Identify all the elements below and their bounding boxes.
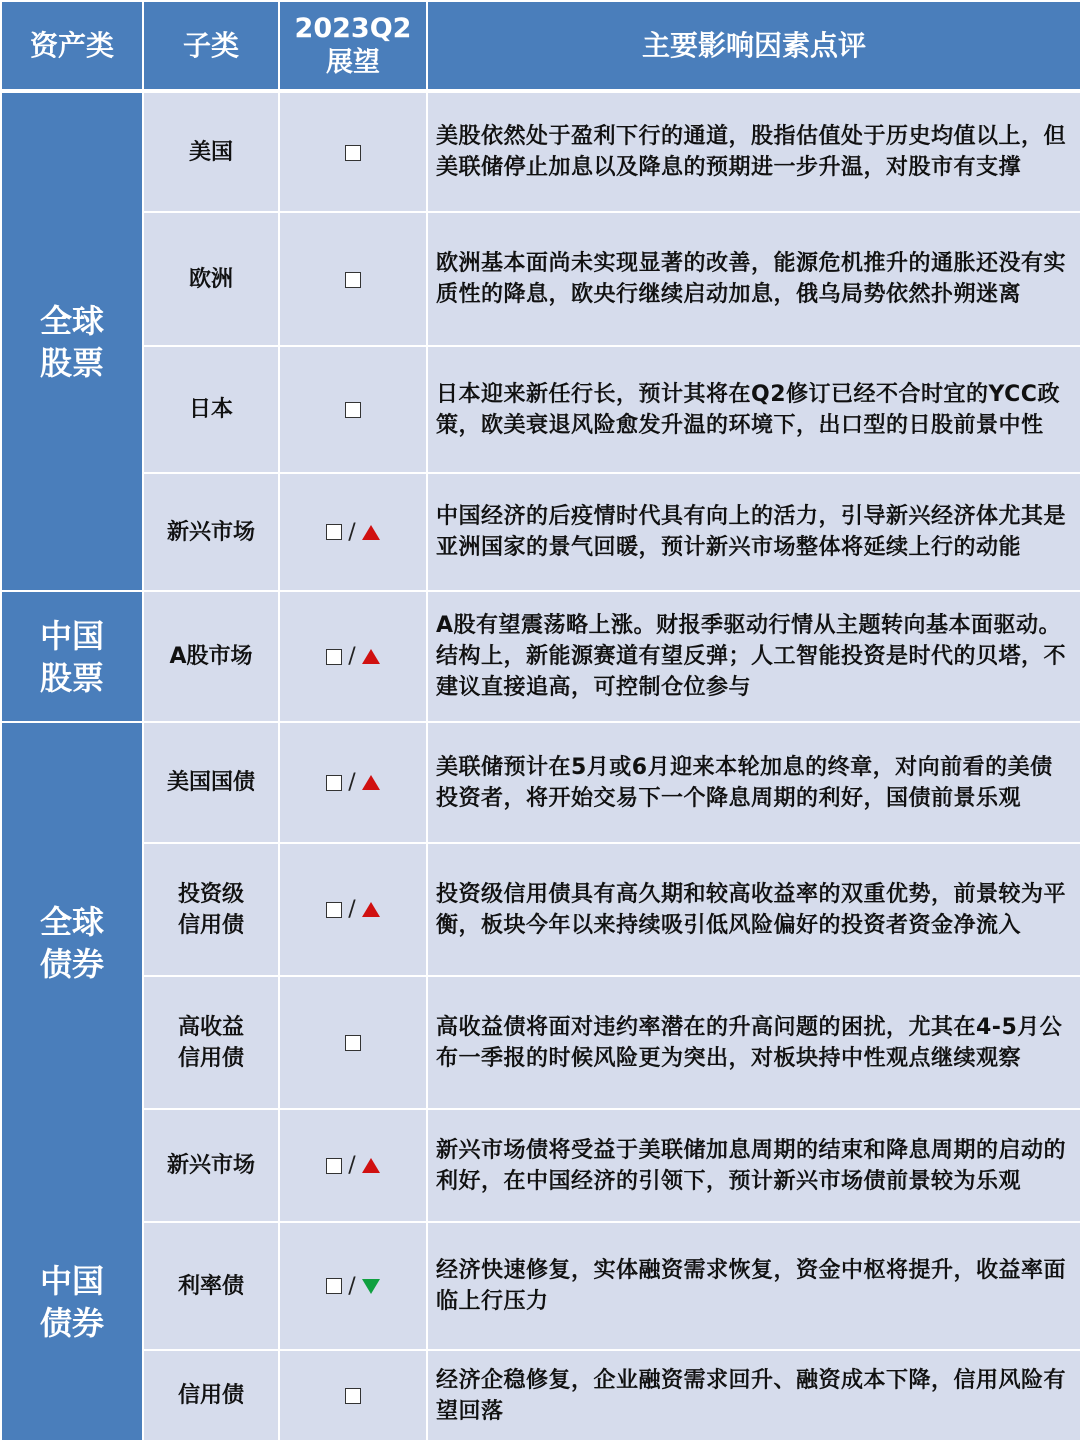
sub-class-cell bbox=[143, 843, 279, 976]
header-outlook-line1: 2023Q2 bbox=[294, 12, 412, 44]
sub-class-line: 高收益 bbox=[177, 1014, 244, 1040]
sub-class-cell: A股市场 bbox=[143, 591, 279, 722]
down-triangle-icon bbox=[362, 1279, 380, 1294]
category-line: 债券 bbox=[39, 1303, 104, 1342]
sub-class-line: 信用债 bbox=[177, 912, 244, 938]
neutral-square-icon bbox=[345, 1388, 361, 1404]
up-triangle-icon bbox=[362, 902, 380, 917]
sub-class-cell: 新兴市场 bbox=[143, 1109, 279, 1222]
neutral-square-icon bbox=[326, 1278, 342, 1294]
neutral-square-icon bbox=[345, 1035, 361, 1051]
sub-class-cell bbox=[143, 976, 279, 1109]
category-line: 债券 bbox=[39, 945, 104, 983]
table-row bbox=[1, 473, 1080, 591]
category-line: 全球 bbox=[39, 301, 104, 340]
category-bonds-stack bbox=[2, 723, 142, 1440]
header-sub-class: 子类 bbox=[143, 1, 279, 91]
table-row bbox=[1, 1222, 1080, 1350]
neutral-square-icon bbox=[345, 402, 361, 418]
table-row bbox=[1, 1109, 1080, 1222]
header-comment: 主要影响因素点评 bbox=[427, 1, 1080, 91]
header-outlook-line2: 展望 bbox=[326, 46, 380, 78]
neutral-square-icon bbox=[326, 524, 342, 540]
comment-cell: 中国经济的后疫情时代具有向上的活力，引导新兴经济体尤其是亚洲国家的景气回暖，预计新兴市场整体将延续上行的动能 bbox=[427, 473, 1080, 591]
category-line: 中国 bbox=[39, 1261, 104, 1300]
comment-cell: 日本迎来新任行长，预计其将在Q2修订已经不合时宜的YCC政策，欧美衰退风险愈发升温的环境下，出口型的日股前景中性 bbox=[427, 346, 1080, 473]
table-row bbox=[1, 91, 1080, 212]
neutral-square-icon bbox=[345, 145, 361, 161]
outlook-cell bbox=[279, 212, 427, 346]
sub-class-cell: 美国国债 bbox=[143, 722, 279, 843]
header-row bbox=[1, 1, 1080, 91]
neutral-square-icon bbox=[326, 902, 342, 918]
header-outlook bbox=[279, 1, 427, 91]
outlook-cell bbox=[279, 976, 427, 1109]
outlook-cell bbox=[279, 1222, 427, 1350]
table-row bbox=[1, 1350, 1080, 1441]
sub-class-cell: 欧洲 bbox=[143, 212, 279, 346]
outlook-cell bbox=[279, 722, 427, 843]
neutral-square-icon bbox=[326, 775, 342, 791]
outlook-cell bbox=[279, 843, 427, 976]
sub-class-line: 投资级 bbox=[177, 881, 244, 907]
category-line: 全球 bbox=[39, 903, 104, 941]
table-row bbox=[1, 976, 1080, 1109]
outlook-separator: / bbox=[348, 897, 356, 923]
category-line: 中国 bbox=[39, 616, 104, 655]
category-china-equity bbox=[1, 591, 143, 722]
comment-cell: 美股依然处于盈利下行的通道，股指估值处于历史均值以上，但美联储停止加息以及降息的预期进一步升温，对股市有支撑 bbox=[427, 91, 1080, 212]
sub-class-line: 信用债 bbox=[177, 1045, 244, 1071]
outlook-separator: / bbox=[348, 1153, 356, 1179]
outlook-cell bbox=[279, 91, 427, 212]
comment-cell: 高收益债将面对违约率潜在的升高问题的困扰，尤其在4-5月公布一季报的时候风险更为突出，对板块持中性观点继续观察 bbox=[427, 976, 1080, 1109]
header-asset-class: 资产类 bbox=[1, 1, 143, 91]
sub-class-cell: 美国 bbox=[143, 91, 279, 212]
category-line: 股票 bbox=[39, 343, 104, 382]
outlook-cell bbox=[279, 1350, 427, 1441]
outlook-cell bbox=[279, 591, 427, 722]
neutral-square-icon bbox=[326, 1158, 342, 1174]
up-triangle-icon bbox=[362, 775, 380, 790]
comment-cell: 投资级信用债具有高久期和较高收益率的双重优势，前景较为平衡，板块今年以来持续吸引低风险偏好的投资者资金净流入 bbox=[427, 843, 1080, 976]
category-global-bond bbox=[2, 723, 142, 1163]
comment-cell: 经济企稳修复，企业融资需求回升、融资成本下降，信用风险有望回落 bbox=[427, 1350, 1080, 1441]
sub-class-cell: 新兴市场 bbox=[143, 473, 279, 591]
table-row bbox=[1, 843, 1080, 976]
up-triangle-icon bbox=[362, 525, 380, 540]
table-row bbox=[1, 212, 1080, 346]
neutral-square-icon bbox=[326, 649, 342, 665]
up-triangle-icon bbox=[362, 1158, 380, 1173]
table-row bbox=[1, 591, 1080, 722]
up-triangle-icon bbox=[362, 649, 380, 664]
comment-cell: A股有望震荡略上涨。财报季驱动行情从主题转向基本面驱动。结构上，新能源赛道有望反弹；人工智能投资是时代的贝塔，不建议直接追高，可控制仓位参与 bbox=[427, 591, 1080, 722]
category-global-equity bbox=[1, 91, 143, 591]
outlook-cell bbox=[279, 473, 427, 591]
sub-class-cell: 利率债 bbox=[143, 1222, 279, 1350]
sub-class-cell: 信用债 bbox=[143, 1350, 279, 1441]
outlook-cell bbox=[279, 346, 427, 473]
neutral-square-icon bbox=[345, 272, 361, 288]
comment-cell: 新兴市场债将受益于美联储加息周期的结束和降息周期的启动的利好，在中国经济的引领下，预计新兴市场债前景较为乐观 bbox=[427, 1109, 1080, 1222]
table-row bbox=[1, 722, 1080, 843]
comment-cell: 美联储预计在5月或6月迎来本轮加息的终章，对向前看的美债投资者，将开始交易下一个降息周期的利好，国债前景乐观 bbox=[427, 722, 1080, 843]
sub-class-cell: 日本 bbox=[143, 346, 279, 473]
category-bonds-merged bbox=[1, 722, 143, 1441]
category-china-bond bbox=[2, 1163, 142, 1440]
outlook-separator: / bbox=[348, 770, 356, 796]
outlook-cell bbox=[279, 1109, 427, 1222]
category-line: 股票 bbox=[39, 658, 104, 697]
comment-cell: 经济快速修复，实体融资需求恢复，资金中枢将提升，收益率面临上行压力 bbox=[427, 1222, 1080, 1350]
outlook-separator: / bbox=[348, 644, 356, 670]
comment-cell: 欧洲基本面尚未实现显著的改善，能源危机推升的通胀还没有实质性的降息，欧央行继续启动加息，俄乌局势依然扑朔迷离 bbox=[427, 212, 1080, 346]
table-row bbox=[1, 346, 1080, 473]
outlook-separator: / bbox=[348, 1273, 356, 1299]
outlook-separator: / bbox=[348, 519, 356, 545]
